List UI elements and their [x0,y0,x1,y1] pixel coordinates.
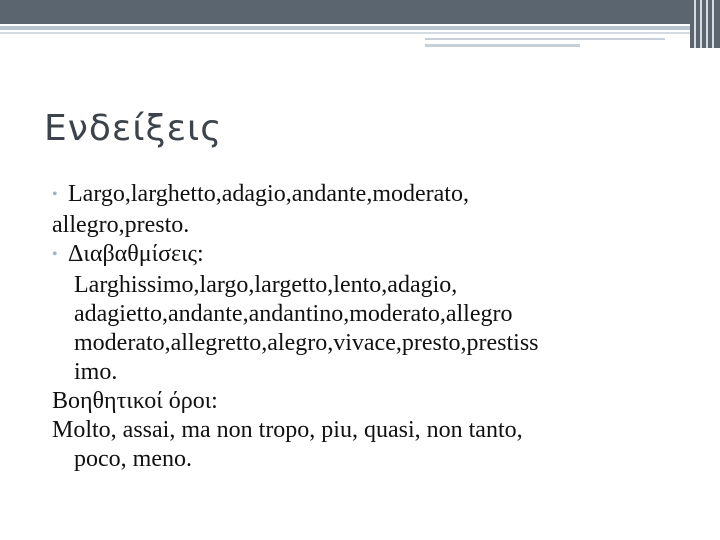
body-line: moderato,allegretto,alegro,vivace,presto,prestiss [74,330,539,356]
corner-stripes [690,0,720,48]
body-line: Larghissimo,largo,largetto,lento,adagio, [74,272,458,298]
body-line: adagietto,andante,andantino,moderato,allegro [74,301,513,327]
bullet-icon: • [52,186,58,203]
body-text: Διαβαθμίσεις: [68,241,204,267]
accent-line [0,32,690,34]
body-text: Largo,larghetto,adagio,andante,moderato, [68,181,469,207]
slide-title: Ενδείξεις [44,108,223,149]
bullet-line [52,180,692,211]
slide-body [52,180,692,474]
body-line: Molto, assai, ma non tropo, piu, quasi, non tanto, [52,417,523,443]
accent-line [0,26,690,30]
corner-stripe [700,0,702,48]
corner-stripe [712,0,714,48]
bullet-line [52,240,692,271]
accent-line [425,44,580,47]
body-line: imo. [74,359,118,385]
corner-stripe [706,0,708,48]
corner-stripe [694,0,696,48]
body-line: Βοηθητικοί όροι: [52,388,218,414]
body-line: allegro,presto. [52,212,190,238]
accent-line [425,38,665,40]
top-decorative-bar [0,0,720,24]
body-line: poco, meno. [74,446,192,472]
bullet-icon: • [52,246,58,263]
accent-lines [0,24,720,48]
